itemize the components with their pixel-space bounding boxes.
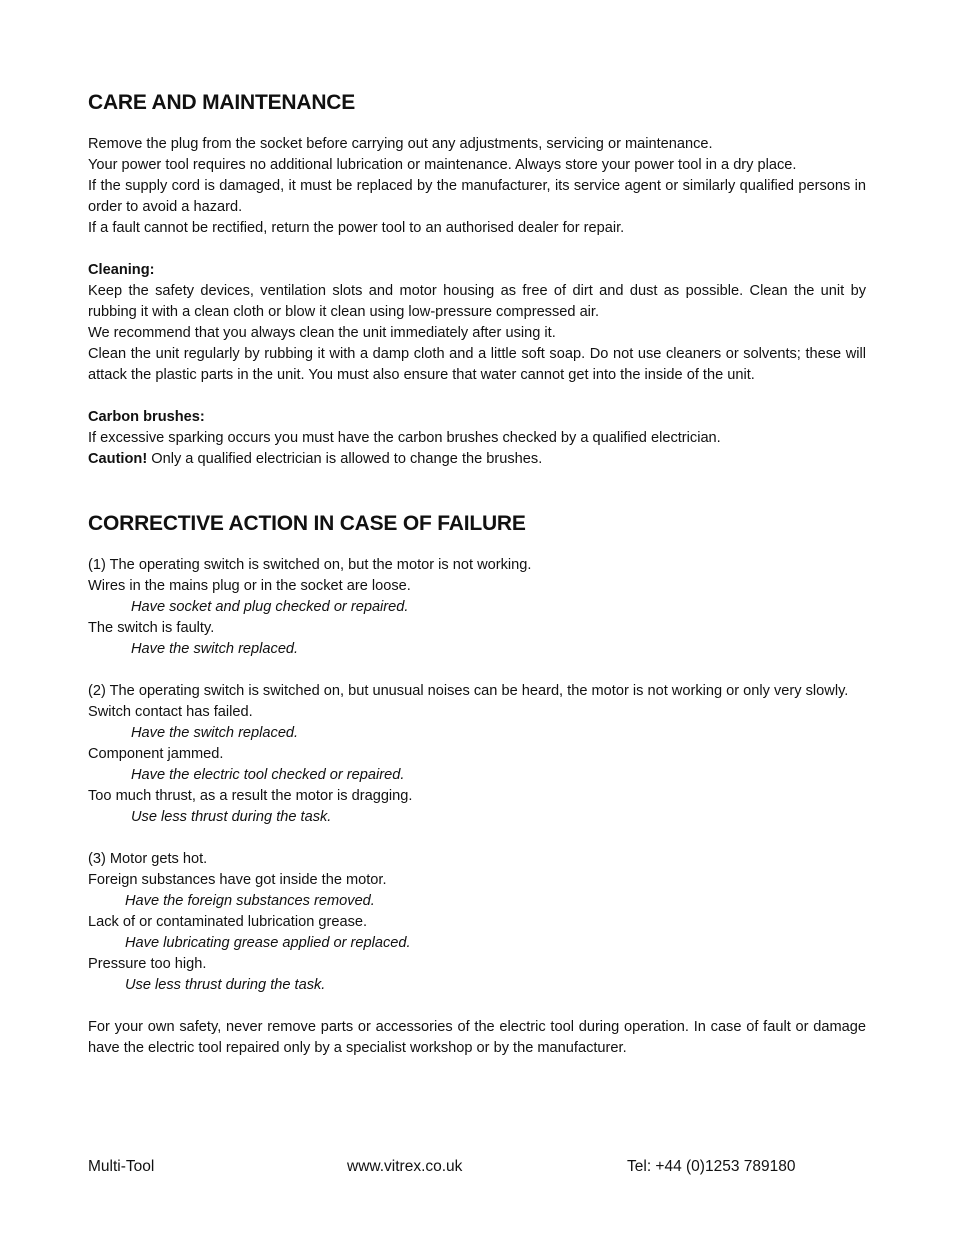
case-3-action-1: Have the foreign substances removed. <box>125 893 375 909</box>
case-3-cause-1: Foreign substances have got inside the motor. <box>88 872 387 888</box>
case-2-cause-1: Switch contact has failed. <box>88 704 253 720</box>
case-1-cause-1: Wires in the mains plug or in the socket are loose. <box>88 578 411 594</box>
footer-product-name: Multi-Tool <box>88 1158 155 1175</box>
case-1-title: (1) The operating switch is switched on, but the motor is not working. <box>88 557 532 573</box>
case-1-action-2: Have the switch replaced. <box>131 641 299 657</box>
caution-text: Only a qualified electrician is allowed to change the brushes. <box>147 451 543 467</box>
corrective-action-heading: CORRECTIVE ACTION IN CASE OF FAILURE <box>88 512 526 535</box>
carbon-brushes-paragraph: If excessive sparking occurs you must have the carbon brushes checked by a qualified electrician. <box>88 430 721 446</box>
case-1-cause-2: The switch is faulty. <box>88 620 215 636</box>
case-2-action-3: Use less thrust during the task. <box>131 809 332 825</box>
cleaning-paragraph-1: Keep the safety devices, ventilation slots and motor housing as free of dirt and dust as possible. Clean the unit by rubbing it with a clean cloth or blow it clean using low-pressure compressed air. <box>88 283 866 320</box>
page-footer <box>88 1156 866 1178</box>
case-2-cause-2: Component jammed. <box>88 746 224 762</box>
case-1-action-1: Have socket and plug checked or repaired. <box>131 599 409 615</box>
cleaning-paragraph-3: Clean the unit regularly by rubbing it with a damp cloth and a little soft soap. Do not use cleaners or solvents; these will attack the plastic parts in the unit. You must also ensure that water cannot get into the inside of the unit. <box>88 346 866 383</box>
case-2-title: (2) The operating switch is switched on, but unusual noises can be heard, the motor is not working or only very slowly. <box>88 683 849 699</box>
caution-paragraph <box>88 449 866 470</box>
cleaning-label: Cleaning: <box>88 262 155 278</box>
care-maintenance-heading: CARE AND MAINTENANCE <box>88 91 356 114</box>
case-3-title: (3) Motor gets hot. <box>88 851 208 867</box>
case-3-action-2: Have lubricating grease applied or replaced. <box>125 935 411 951</box>
carbon-brushes-label: Carbon brushes: <box>88 409 205 425</box>
case-3-action-3: Use less thrust during the task. <box>125 977 326 993</box>
cleaning-paragraph-2: We recommend that you always clean the unit immediately after using it. <box>88 325 556 341</box>
case-3-cause-2: Lack of or contaminated lubrication grease. <box>88 914 368 930</box>
case-2-action-1: Have the switch replaced. <box>131 725 299 741</box>
case-2-action-2: Have the electric tool checked or repaired. <box>131 767 405 783</box>
footer-phone: Tel: +44 (0)1253 789180 <box>627 1158 796 1175</box>
caution-label: Caution! <box>88 451 148 467</box>
document-page <box>88 88 866 1059</box>
care-paragraph-3: If the supply cord is damaged, it must be replaced by the manufacturer, its service agent or similarly qualified persons in order to avoid a hazard. <box>88 178 866 215</box>
care-paragraph-2: Your power tool requires no additional lubrication or maintenance. Always store your power tool in a dry place. <box>88 157 797 173</box>
case-3-cause-3: Pressure too high. <box>88 956 207 972</box>
footer-website: www.vitrex.co.uk <box>347 1158 463 1175</box>
care-paragraph-1: Remove the plug from the socket before carrying out any adjustments, servicing or maintenance. <box>88 136 713 152</box>
case-2-cause-3: Too much thrust, as a result the motor is dragging. <box>88 788 413 804</box>
care-paragraph-4: If a fault cannot be rectified, return the power tool to an authorised dealer for repair. <box>88 220 625 236</box>
safety-paragraph: For your own safety, never remove parts or accessories of the electric tool during operation. In case of fault or damage have the electric tool repaired only by a specialist workshop or by the manufacturer. <box>88 1019 866 1056</box>
